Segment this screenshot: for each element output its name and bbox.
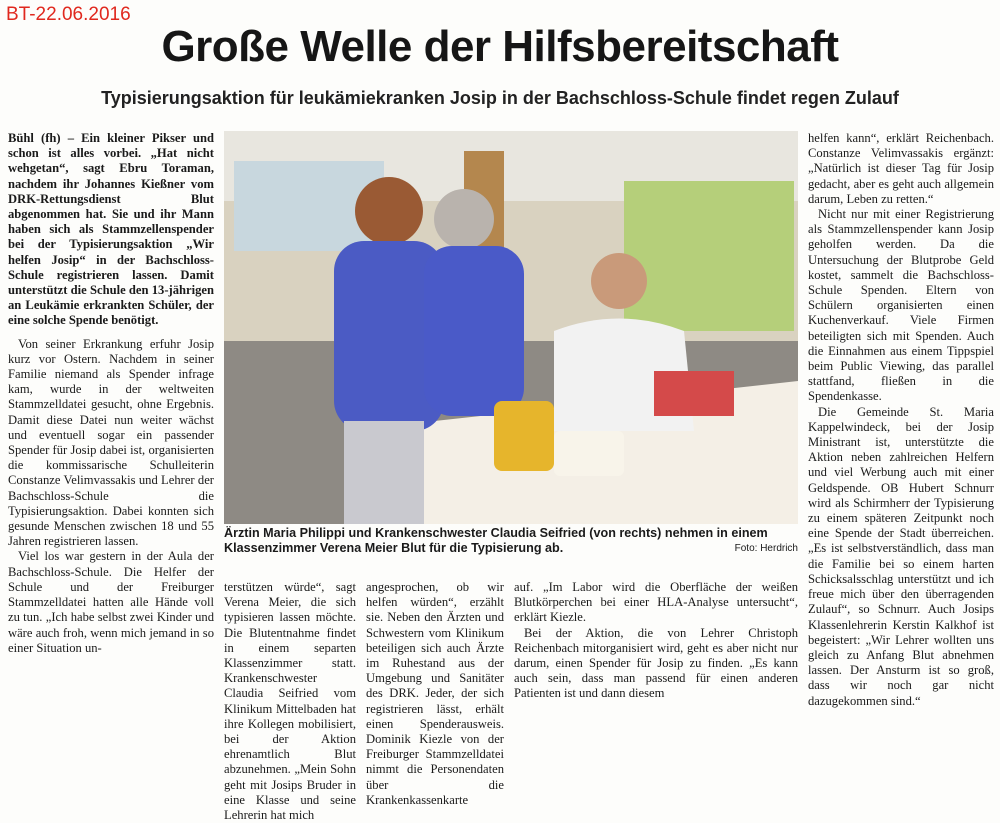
article-photo: [224, 131, 798, 524]
paragraph: Die Gemeinde St. Maria Kappelwindeck, bei der Josip Ministrant ist, unterstützte die Aktion neben zahlreichen Helfern und viel Werbung auch mit einer Geldspende. OB Hubert Schnurr wird als Schirmherr der Typisierung zu einem späteren Zeitpunkt noch eine Spende der Stadt überreichen. „Es ist selbstverständlich, dass man die Familie bei so einem harten Schicksalsschlag unterstützt und ich freue mich über den überragenden Zulauf“, so Schnurr. Auch Josips Klassenlehrerin Kerstin Kalkhof ist begeistert: „Wir Lehrer wollten uns gleich zu Anfang Blut abnehmen lassen. Der Ansturm ist so groß, dass wir noch gar nicht dazugekommen sind.“: [808, 404, 994, 708]
date-stamp: BT-22.06.2016: [6, 4, 131, 25]
paragraph: auf. „Im Labor wird die Oberfläche der weißen Blutkörperchen bei einer HLA-Analyse untersucht“, erklärt Kiezle.: [514, 580, 798, 625]
paragraph: Von seiner Erkrankung erfuhr Josip kurz vor Ostern. Nachdem in seiner Familie niemand als Spender infrage kam, wurde in der weltweiten Stammzelldatei gesucht, ohne Ergebnis. Damit diese Datei nun weiter wächst und eventuell sogar ein passender Spender für Josip dabei ist, organisierten die kommissarische Schulleiterin Constanze Velimvassakis und Lehrer der Bachschloss-Schule die Typisierungsaktion. Dabei konnten sich gesunde Menschen zwischen 18 und 55 Jahren registrieren lassen.: [8, 336, 214, 549]
paragraph: terstützen würde“, sagt Verena Meier, die sich typisieren lassen möchte. Die Blutentnahme findet in einem separten Klassenzimmer statt. Krankenschwester Claudia Seifried vom Klinikum Mittelbaden hat ihre Kollegen mobilisiert, bei der Aktion ehrenamtlich Blut abzunehmen. „Mein Sohn geht mit Josips Bruder in eine Klasse und seine Lehrerin hat mich: [224, 580, 356, 823]
article-column-1: [8, 131, 214, 761]
photo-credit: Foto: Herdrich: [734, 543, 798, 554]
paragraph: Bei der Aktion, die von Lehrer Christoph Reichenbach mitorganisiert wird, geht es aber nicht nur darum, einen Spender für Josip zu finden. „Es kann auch sein, dass man passend für einen anderen Patienten ist und dann diesem: [514, 625, 798, 701]
headline: Große Welle der Hilfsbereitschaft: [161, 22, 839, 71]
subheadline: Typisierungsaktion für leukämiekranken Josip in der Bachschloss-Schule findet regen Zulauf: [101, 88, 899, 108]
article-column-2: [224, 580, 356, 823]
paragraph: helfen kann“, erklärt Reichenbach. Constanze Velimvassakis ergänzt: „Natürlich ist dieser Tag für Josip gedacht, aber es geht auch allgemein darum, Leben zu retten.“: [808, 131, 994, 206]
blood-draw-photo: [224, 131, 798, 524]
paragraph: angesprochen, ob wir helfen würden“, erzählt sie. Neben den Ärzten und Schwestern vom Klinikum beteiligen sich auch Ärzte im Ruhestand aus der Umgebung und Sanitäter des DRK. Jeder, der sich registrieren lässt, erhält einen Spenderausweis. Dominik Kiezle von der Freiburger Stammzelldatei nimmt die Personendaten über die Krankenkassenkarte: [366, 580, 504, 807]
article-column-4: [514, 580, 798, 766]
paragraph: Viel los war gestern in der Aula der Bachschloss-Schule. Die Helfer der Schule und der Freiburger Stammzelldatei hatten alle Hände voll zu tun. „Ich habe selbst zwei Kinder und wäre auch froh, wenn mich jemand in so einer Situation un-: [8, 549, 214, 655]
paragraph: Nicht nur mit einer Registrierung als Stammzellenspender kann Josip geholfen werden. Da die Untersuchung der Blutprobe Geld kostet, sammelt die Bachschloss-Schule Spenden. Eltern von Schülern organisierten einen Kuchenverkauf. Viele Firmen beteiligten sich mit Spenden. Auch die Einnahmen aus einem Tippspiel beim Public Viewing, das parallel stattfand, fließen in die Spendenkasse.: [808, 207, 994, 404]
article-column-5: [808, 131, 994, 766]
lead-paragraph: Bühl (fh) – Ein kleiner Pikser und schon ist alles vorbei. „Hat nicht wehgetan“, sagt Ebru Toraman, nachdem ihr Johannes Kießner vom DRK-Rettungsdienst Blut abgenommen hat. Sie und ihr Mann haben sich als Stammzellenspender bei der Typisierungsaktion „Wir helfen Josip“ in der Bachschloss-Schule registrieren lassen. Damit unterstützt die Schule den 13-jährigen an Leukämie erkrankten Schüler, der eine solche Spende benötigt.: [8, 131, 214, 328]
caption-text: Ärztin Maria Philippi und Krankenschwester Claudia Seifried (von rechts) nehmen in einem Klassenzimmer Verena Meier Blut für die Typisierung ab.: [224, 526, 768, 555]
article-column-3: [366, 580, 504, 807]
photo-caption: [224, 526, 798, 556]
